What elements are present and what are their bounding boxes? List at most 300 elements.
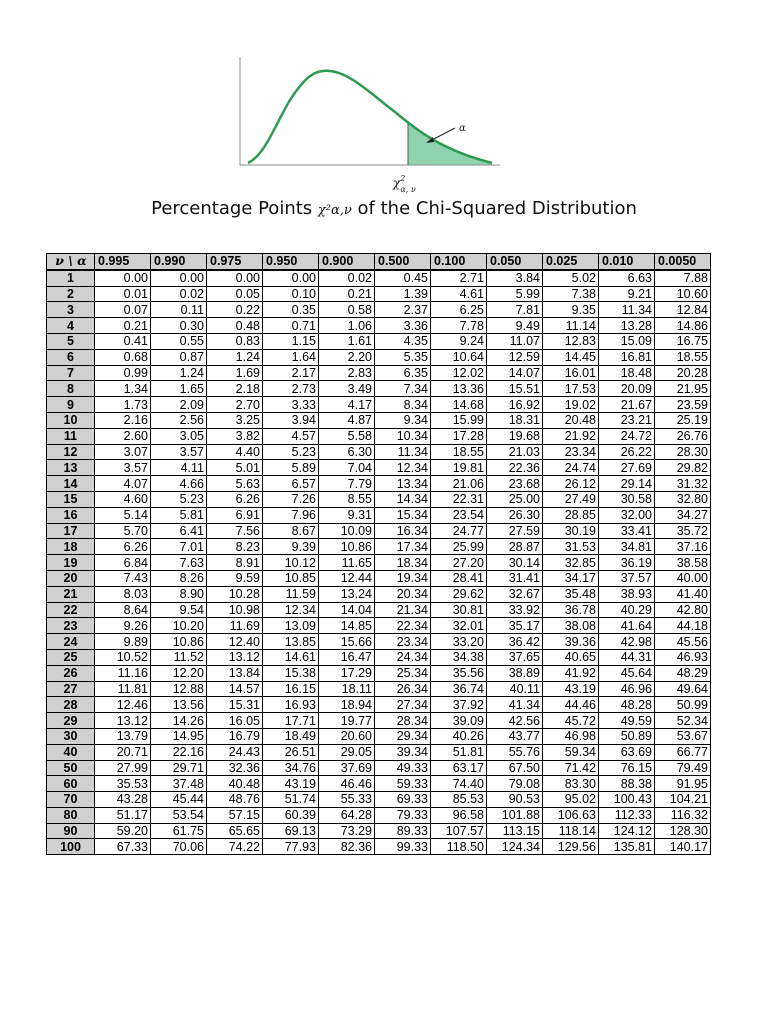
value-cell: 42.98 (599, 634, 655, 650)
degrees-of-freedom-cell: 10 (47, 412, 95, 428)
value-cell: 22.16 (151, 744, 207, 760)
value-cell: 23.34 (543, 444, 599, 460)
value-cell: 8.26 (151, 570, 207, 586)
value-cell: 89.33 (375, 823, 431, 839)
value-cell: 128.30 (655, 823, 711, 839)
value-cell: 51.74 (263, 792, 319, 808)
table-row (47, 476, 711, 492)
value-cell: 66.77 (655, 744, 711, 760)
value-cell: 31.53 (543, 539, 599, 555)
value-cell: 23.21 (599, 412, 655, 428)
value-cell: 70.06 (151, 839, 207, 855)
value-cell: 13.56 (151, 697, 207, 713)
value-cell: 8.91 (207, 555, 263, 571)
value-cell: 32.85 (543, 555, 599, 571)
value-cell: 7.81 (487, 302, 543, 318)
value-cell: 140.17 (655, 839, 711, 855)
value-cell: 1.65 (151, 381, 207, 397)
value-cell: 74.22 (207, 839, 263, 855)
value-cell: 39.36 (543, 634, 599, 650)
alpha-header: 0.010 (599, 254, 655, 270)
value-cell: 40.00 (655, 570, 711, 586)
degrees-of-freedom-cell: 14 (47, 476, 95, 492)
value-cell: 0.05 (207, 286, 263, 302)
value-cell: 9.24 (431, 333, 487, 349)
alpha-header: 0.990 (151, 254, 207, 270)
value-cell: 0.02 (319, 270, 375, 286)
value-cell: 1.34 (95, 381, 151, 397)
table-row (47, 365, 711, 381)
value-cell: 18.11 (319, 681, 375, 697)
value-cell: 19.81 (431, 460, 487, 476)
value-cell: 14.04 (319, 602, 375, 618)
value-cell: 0.55 (151, 333, 207, 349)
value-cell: 124.12 (599, 823, 655, 839)
value-cell: 50.89 (599, 728, 655, 744)
chi-squared-density-figure (230, 45, 530, 195)
value-cell: 21.92 (543, 428, 599, 444)
value-cell: 2.16 (95, 412, 151, 428)
value-cell: 88.38 (599, 776, 655, 792)
value-cell: 13.34 (375, 476, 431, 492)
table-row (47, 776, 711, 792)
value-cell: 18.34 (375, 555, 431, 571)
degrees-of-freedom-cell: 50 (47, 760, 95, 776)
value-cell: 24.34 (375, 649, 431, 665)
value-cell: 60.39 (263, 807, 319, 823)
value-cell: 2.71 (431, 270, 487, 286)
value-cell: 35.53 (95, 776, 151, 792)
value-cell: 2.83 (319, 365, 375, 381)
value-cell: 20.28 (655, 365, 711, 381)
value-cell: 49.59 (599, 713, 655, 729)
value-cell: 3.82 (207, 428, 263, 444)
value-cell: 22.36 (487, 460, 543, 476)
value-cell: 124.34 (487, 839, 543, 855)
value-cell: 3.07 (95, 444, 151, 460)
value-cell: 7.26 (263, 491, 319, 507)
value-cell: 11.07 (487, 333, 543, 349)
value-cell: 37.57 (599, 570, 655, 586)
value-cell: 26.51 (263, 744, 319, 760)
degrees-of-freedom-cell: 17 (47, 523, 95, 539)
value-cell: 0.07 (95, 302, 151, 318)
value-cell: 1.64 (263, 349, 319, 365)
value-cell: 7.38 (543, 286, 599, 302)
value-cell: 46.46 (319, 776, 375, 792)
value-cell: 73.29 (319, 823, 375, 839)
value-cell: 10.86 (151, 634, 207, 650)
value-cell: 0.99 (95, 365, 151, 381)
value-cell: 9.89 (95, 634, 151, 650)
value-cell: 4.17 (319, 397, 375, 413)
value-cell: 50.99 (655, 697, 711, 713)
value-cell: 11.65 (319, 555, 375, 571)
value-cell: 15.51 (487, 381, 543, 397)
table-row (47, 807, 711, 823)
value-cell: 65.65 (207, 823, 263, 839)
value-cell: 48.76 (207, 792, 263, 808)
value-cell: 45.56 (655, 634, 711, 650)
value-cell: 0.45 (375, 270, 431, 286)
value-cell: 5.14 (95, 507, 151, 523)
value-cell: 4.61 (431, 286, 487, 302)
value-cell: 6.26 (95, 539, 151, 555)
value-cell: 6.30 (319, 444, 375, 460)
value-cell: 63.69 (599, 744, 655, 760)
value-cell: 5.81 (151, 507, 207, 523)
value-cell: 13.09 (263, 618, 319, 634)
table-row (47, 713, 711, 729)
value-cell: 26.12 (543, 476, 599, 492)
table-row (47, 381, 711, 397)
table-row (47, 586, 711, 602)
value-cell: 4.35 (375, 333, 431, 349)
value-cell: 12.88 (151, 681, 207, 697)
value-cell: 13.28 (599, 318, 655, 334)
value-cell: 8.23 (207, 539, 263, 555)
value-cell: 6.26 (207, 491, 263, 507)
value-cell: 16.15 (263, 681, 319, 697)
alpha-header: 0.050 (487, 254, 543, 270)
value-cell: 20.60 (319, 728, 375, 744)
degrees-of-freedom-cell: 70 (47, 792, 95, 808)
value-cell: 8.90 (151, 586, 207, 602)
value-cell: 25.00 (487, 491, 543, 507)
value-cell: 4.66 (151, 476, 207, 492)
value-cell: 9.35 (543, 302, 599, 318)
value-cell: 76.15 (599, 760, 655, 776)
degrees-of-freedom-cell: 27 (47, 681, 95, 697)
value-cell: 85.53 (431, 792, 487, 808)
value-cell: 53.67 (655, 728, 711, 744)
value-cell: 6.57 (263, 476, 319, 492)
value-cell: 33.92 (487, 602, 543, 618)
degrees-of-freedom-cell: 25 (47, 649, 95, 665)
value-cell: 12.34 (375, 460, 431, 476)
table-row (47, 681, 711, 697)
value-cell: 64.28 (319, 807, 375, 823)
degrees-of-freedom-cell: 13 (47, 460, 95, 476)
value-cell: 28.87 (487, 539, 543, 555)
value-cell: 40.11 (487, 681, 543, 697)
value-cell: 21.67 (599, 397, 655, 413)
value-cell: 29.82 (655, 460, 711, 476)
value-cell: 0.02 (151, 286, 207, 302)
value-cell: 0.21 (319, 286, 375, 302)
degrees-of-freedom-cell: 23 (47, 618, 95, 634)
value-cell: 106.63 (543, 807, 599, 823)
value-cell: 3.57 (151, 444, 207, 460)
value-cell: 14.95 (151, 728, 207, 744)
value-cell: 71.42 (543, 760, 599, 776)
degrees-of-freedom-cell: 90 (47, 823, 95, 839)
value-cell: 7.79 (319, 476, 375, 492)
value-cell: 9.59 (207, 570, 263, 586)
corner-header: ν \ α (47, 254, 95, 270)
value-cell: 10.86 (319, 539, 375, 555)
value-cell: 21.03 (487, 444, 543, 460)
degrees-of-freedom-cell: 3 (47, 302, 95, 318)
value-cell: 20.71 (95, 744, 151, 760)
value-cell: 0.71 (263, 318, 319, 334)
value-cell: 11.34 (599, 302, 655, 318)
value-cell: 22.31 (431, 491, 487, 507)
alpha-header: 0.900 (319, 254, 375, 270)
value-cell: 11.34 (375, 444, 431, 460)
value-cell: 0.35 (263, 302, 319, 318)
degrees-of-freedom-cell: 12 (47, 444, 95, 460)
value-cell: 23.68 (487, 476, 543, 492)
value-cell: 118.50 (431, 839, 487, 855)
value-cell: 16.05 (207, 713, 263, 729)
value-cell: 11.14 (543, 318, 599, 334)
value-cell: 21.06 (431, 476, 487, 492)
value-cell: 13.85 (263, 634, 319, 650)
value-cell: 1.39 (375, 286, 431, 302)
value-cell: 10.28 (207, 586, 263, 602)
table-row (47, 412, 711, 428)
value-cell: 39.34 (375, 744, 431, 760)
value-cell: 7.96 (263, 507, 319, 523)
value-cell: 8.67 (263, 523, 319, 539)
value-cell: 3.57 (95, 460, 151, 476)
value-cell: 30.14 (487, 555, 543, 571)
value-cell: 45.64 (599, 665, 655, 681)
value-cell: 34.76 (263, 760, 319, 776)
value-cell: 35.72 (655, 523, 711, 539)
value-cell: 17.34 (375, 539, 431, 555)
value-cell: 18.55 (431, 444, 487, 460)
value-cell: 7.01 (151, 539, 207, 555)
value-cell: 5.89 (263, 460, 319, 476)
degrees-of-freedom-cell: 18 (47, 539, 95, 555)
value-cell: 18.94 (319, 697, 375, 713)
value-cell: 43.19 (263, 776, 319, 792)
table-row (47, 507, 711, 523)
value-cell: 52.34 (655, 713, 711, 729)
value-cell: 41.40 (655, 586, 711, 602)
value-cell: 25.19 (655, 412, 711, 428)
value-cell: 9.26 (95, 618, 151, 634)
value-cell: 41.92 (543, 665, 599, 681)
value-cell: 0.11 (151, 302, 207, 318)
value-cell: 96.58 (431, 807, 487, 823)
value-cell: 14.68 (431, 397, 487, 413)
value-cell: 28.41 (431, 570, 487, 586)
value-cell: 3.33 (263, 397, 319, 413)
value-cell: 16.92 (487, 397, 543, 413)
value-cell: 25.99 (431, 539, 487, 555)
table-row (47, 286, 711, 302)
value-cell: 67.33 (95, 839, 151, 855)
value-cell: 3.94 (263, 412, 319, 428)
table-row (47, 555, 711, 571)
table-row (47, 318, 711, 334)
value-cell: 43.28 (95, 792, 151, 808)
degrees-of-freedom-cell: 22 (47, 602, 95, 618)
value-cell: 26.76 (655, 428, 711, 444)
value-cell: 18.48 (599, 365, 655, 381)
value-cell: 10.64 (431, 349, 487, 365)
value-cell: 27.20 (431, 555, 487, 571)
value-cell: 7.34 (375, 381, 431, 397)
value-cell: 14.07 (487, 365, 543, 381)
degrees-of-freedom-cell: 100 (47, 839, 95, 855)
table-row (47, 649, 711, 665)
value-cell: 8.03 (95, 586, 151, 602)
value-cell: 42.56 (487, 713, 543, 729)
value-cell: 16.47 (319, 649, 375, 665)
value-cell: 55.33 (319, 792, 375, 808)
alpha-header: 0.025 (543, 254, 599, 270)
value-cell: 11.52 (151, 649, 207, 665)
alpha-header: 0.100 (431, 254, 487, 270)
value-cell: 14.45 (543, 349, 599, 365)
value-cell: 113.15 (487, 823, 543, 839)
value-cell: 27.34 (375, 697, 431, 713)
value-cell: 31.32 (655, 476, 711, 492)
table-row (47, 444, 711, 460)
value-cell: 39.09 (431, 713, 487, 729)
value-cell: 10.85 (263, 570, 319, 586)
table-row (47, 839, 711, 855)
value-cell: 48.28 (599, 697, 655, 713)
value-cell: 24.72 (599, 428, 655, 444)
value-cell: 38.08 (543, 618, 599, 634)
value-cell: 29.71 (151, 760, 207, 776)
value-cell: 12.44 (319, 570, 375, 586)
value-cell: 69.33 (375, 792, 431, 808)
value-cell: 5.99 (487, 286, 543, 302)
value-cell: 8.34 (375, 397, 431, 413)
degrees-of-freedom-cell: 30 (47, 728, 95, 744)
value-cell: 46.98 (543, 728, 599, 744)
value-cell: 28.85 (543, 507, 599, 523)
degrees-of-freedom-cell: 9 (47, 397, 95, 413)
value-cell: 69.13 (263, 823, 319, 839)
value-cell: 5.01 (207, 460, 263, 476)
value-cell: 74.40 (431, 776, 487, 792)
value-cell: 44.18 (655, 618, 711, 634)
value-cell: 48.29 (655, 665, 711, 681)
value-cell: 35.48 (543, 586, 599, 602)
value-cell: 0.21 (95, 318, 151, 334)
value-cell: 34.27 (655, 507, 711, 523)
table-row (47, 665, 711, 681)
table-row (47, 760, 711, 776)
value-cell: 63.17 (431, 760, 487, 776)
value-cell: 17.29 (319, 665, 375, 681)
x-axis-label: $\chi^2$ α, ν (393, 174, 416, 194)
value-cell: 29.34 (375, 728, 431, 744)
value-cell: 12.46 (95, 697, 151, 713)
value-cell: 14.57 (207, 681, 263, 697)
value-cell: 41.34 (487, 697, 543, 713)
value-cell: 4.60 (95, 491, 151, 507)
value-cell: 32.01 (431, 618, 487, 634)
degrees-of-freedom-cell: 40 (47, 744, 95, 760)
value-cell: 32.80 (655, 491, 711, 507)
value-cell: 46.93 (655, 649, 711, 665)
degrees-of-freedom-cell: 29 (47, 713, 95, 729)
value-cell: 23.34 (375, 634, 431, 650)
value-cell: 42.80 (655, 602, 711, 618)
value-cell: 9.34 (375, 412, 431, 428)
alpha-header: 0.950 (263, 254, 319, 270)
value-cell: 24.74 (543, 460, 599, 476)
table-row (47, 302, 711, 318)
value-cell: 45.44 (151, 792, 207, 808)
value-cell: 79.49 (655, 760, 711, 776)
value-cell: 129.56 (543, 839, 599, 855)
table-row (47, 792, 711, 808)
value-cell: 27.69 (599, 460, 655, 476)
alpha-label: α (459, 123, 466, 134)
value-cell: 2.09 (151, 397, 207, 413)
value-cell: 0.10 (263, 286, 319, 302)
value-cell: 6.35 (375, 365, 431, 381)
value-cell: 28.30 (655, 444, 711, 460)
value-cell: 104.21 (655, 792, 711, 808)
degrees-of-freedom-cell: 5 (47, 333, 95, 349)
value-cell: 59.34 (543, 744, 599, 760)
value-cell: 0.01 (95, 286, 151, 302)
value-cell: 91.95 (655, 776, 711, 792)
value-cell: 26.34 (375, 681, 431, 697)
value-cell: 2.17 (263, 365, 319, 381)
value-cell: 14.26 (151, 713, 207, 729)
page-title (0, 198, 768, 219)
value-cell: 0.68 (95, 349, 151, 365)
value-cell: 0.00 (207, 270, 263, 286)
table-row (47, 270, 711, 286)
value-cell: 38.58 (655, 555, 711, 571)
table-row (47, 397, 711, 413)
value-cell: 15.99 (431, 412, 487, 428)
value-cell: 61.75 (151, 823, 207, 839)
value-cell: 16.01 (543, 365, 599, 381)
value-cell: 1.61 (319, 333, 375, 349)
table-row (47, 428, 711, 444)
alpha-header: 0.0050 (655, 254, 711, 270)
value-cell: 12.40 (207, 634, 263, 650)
value-cell: 99.33 (375, 839, 431, 855)
value-cell: 55.76 (487, 744, 543, 760)
degrees-of-freedom-cell: 60 (47, 776, 95, 792)
value-cell: 9.39 (263, 539, 319, 555)
value-cell: 41.64 (599, 618, 655, 634)
value-cell: 59.20 (95, 823, 151, 839)
value-cell: 18.31 (487, 412, 543, 428)
value-cell: 13.36 (431, 381, 487, 397)
degrees-of-freedom-cell: 26 (47, 665, 95, 681)
value-cell: 40.65 (543, 649, 599, 665)
value-cell: 29.05 (319, 744, 375, 760)
value-cell: 15.09 (599, 333, 655, 349)
value-cell: 17.71 (263, 713, 319, 729)
degrees-of-freedom-cell: 7 (47, 365, 95, 381)
value-cell: 33.20 (431, 634, 487, 650)
value-cell: 27.99 (95, 760, 151, 776)
value-cell: 0.00 (263, 270, 319, 286)
value-cell: 0.87 (151, 349, 207, 365)
value-cell: 16.93 (263, 697, 319, 713)
value-cell: 2.73 (263, 381, 319, 397)
value-cell: 7.43 (95, 570, 151, 586)
value-cell: 15.34 (375, 507, 431, 523)
value-cell: 40.29 (599, 602, 655, 618)
